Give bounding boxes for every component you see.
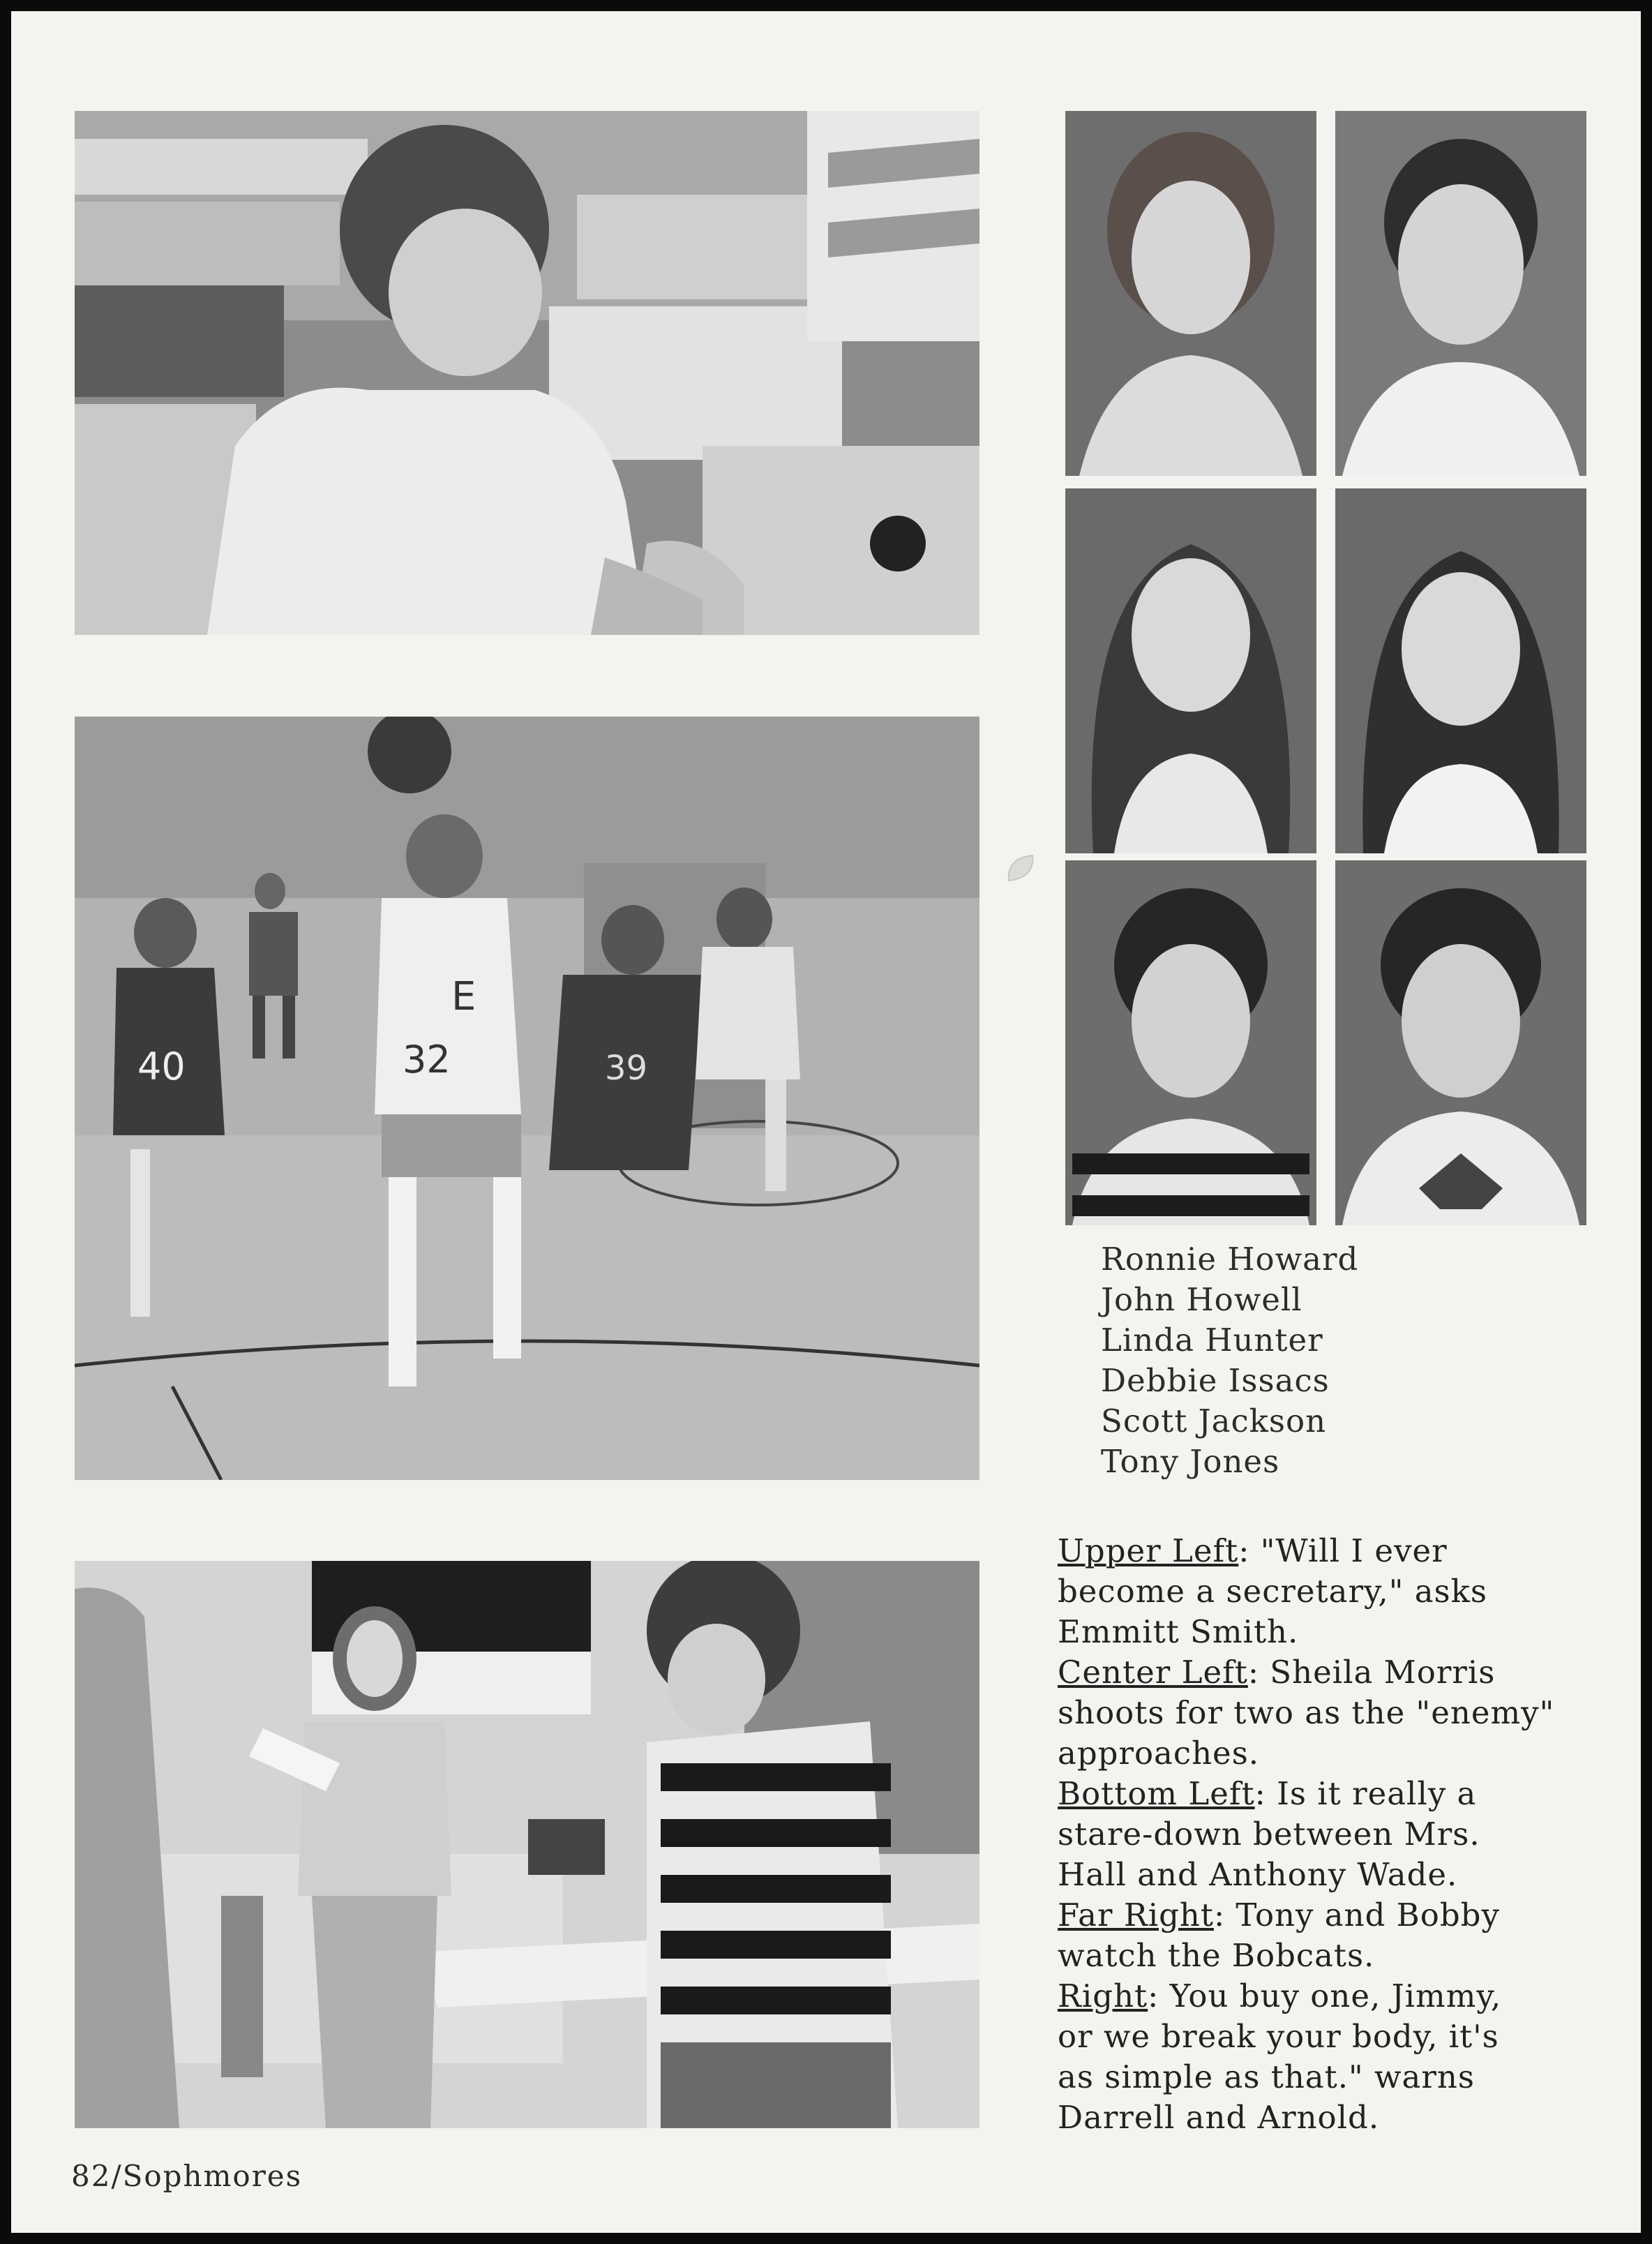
portrait-tony-jones <box>1335 860 1586 1225</box>
name-item: Tony Jones <box>1101 1443 1280 1480</box>
yearbook-page <box>11 11 1641 2233</box>
portrait-name-list <box>1101 1239 1589 1482</box>
jersey-number: 39 <box>605 1049 648 1088</box>
name-item: Scott Jackson <box>1101 1402 1327 1439</box>
portrait-debbie-issacs <box>1335 488 1586 853</box>
caption-center-left <box>1058 1652 1616 1693</box>
photo-captions <box>1058 1531 1616 2138</box>
portrait-john-howell <box>1335 111 1586 476</box>
caption-line: : "Will I ever <box>1238 1532 1448 1569</box>
caption-bottom-left <box>1058 1774 1616 1814</box>
name-item: Debbie Issacs <box>1101 1362 1330 1399</box>
caption-label: Right <box>1058 1977 1148 2014</box>
typing-class-photo <box>75 111 979 635</box>
caption-line: watch the Bobcats. <box>1058 1937 1375 1974</box>
caption-far-right <box>1058 1895 1616 1936</box>
caption-line: : You buy one, Jimmy, <box>1148 1977 1502 2014</box>
caption-upper-left <box>1058 1531 1616 1571</box>
jersey-number: 40 <box>137 1045 186 1089</box>
portrait-scott-jackson <box>1065 860 1316 1225</box>
caption-label: Bottom Left <box>1058 1775 1255 1812</box>
caption-label: Upper Left <box>1058 1532 1239 1569</box>
page-folio: 82/Sophmores <box>71 2159 303 2193</box>
caption-line: as simple as that." warns <box>1058 2058 1475 2095</box>
name-item: Ronnie Howard <box>1101 1241 1359 1278</box>
caption-line: shoots for two as the "enemy" <box>1058 1694 1555 1731</box>
leaf-ornament-icon <box>1003 851 1038 886</box>
caption-line: : Tony and Bobby <box>1213 1897 1500 1933</box>
caption-line: become a secretary," asks <box>1058 1573 1487 1610</box>
name-item: Linda Hunter <box>1101 1322 1323 1359</box>
caption-line: or we break your body, it's <box>1058 2018 1499 2055</box>
name-item: John Howell <box>1101 1281 1302 1318</box>
portrait-linda-hunter <box>1065 488 1316 853</box>
caption-line: approaches. <box>1058 1735 1260 1772</box>
svg-text:E: E <box>451 974 476 1019</box>
jersey-number: 32 <box>403 1038 451 1082</box>
caption-right <box>1058 1976 1616 2017</box>
portrait-ronnie-howard <box>1065 111 1316 476</box>
caption-line: Hall and Anthony Wade. <box>1058 1856 1458 1893</box>
caption-line: Darrell and Arnold. <box>1058 2099 1380 2136</box>
caption-line: : Is it really a <box>1254 1775 1477 1812</box>
caption-line: : Sheila Morris <box>1247 1654 1496 1691</box>
caption-label: Far Right <box>1058 1897 1214 1933</box>
basketball-game-photo <box>75 717 979 1480</box>
caption-line: stare-down between Mrs. <box>1058 1816 1480 1853</box>
classroom-photo <box>75 1561 979 2128</box>
caption-label: Center Left <box>1058 1654 1248 1691</box>
caption-line: Emmitt Smith. <box>1058 1613 1299 1650</box>
